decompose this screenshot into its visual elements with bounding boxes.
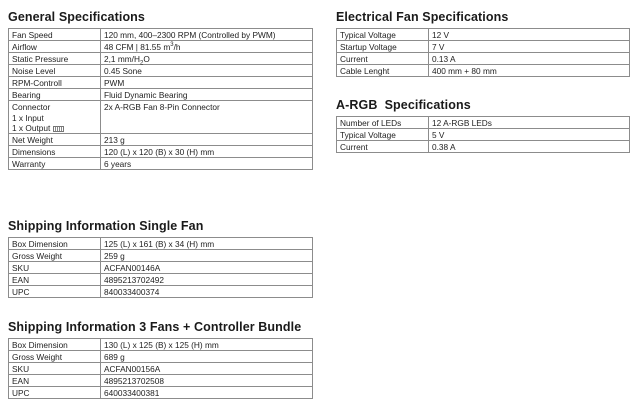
- table-row: [9, 53, 313, 65]
- spec-value: ACFAN00156A: [101, 363, 313, 375]
- spec-label: Box Dimension: [9, 339, 101, 351]
- table-row: [9, 238, 313, 250]
- table-row: [9, 286, 313, 298]
- table-row: [9, 274, 313, 286]
- table-row: [337, 29, 630, 41]
- spec-label: Static Pressure: [9, 53, 101, 65]
- spec-value: 120 mm, 400–2300 RPM (Controlled by PWM): [101, 29, 313, 41]
- table-row: [9, 134, 313, 146]
- argb-specifications-table: [336, 116, 630, 153]
- spec-value: 12 V: [429, 29, 630, 41]
- spec-label: Cable Lenght: [337, 65, 429, 77]
- spec-label: Current: [337, 53, 429, 65]
- table-row: [9, 41, 313, 53]
- spec-value: ACFAN00146A: [101, 262, 313, 274]
- pressure-value: 2,1 mm/H: [104, 54, 140, 64]
- spec-value: 400 mm + 80 mm: [429, 65, 630, 77]
- spec-value: 6 years: [101, 158, 313, 170]
- spec-label: Number of LEDs: [337, 117, 429, 129]
- spec-label: EAN: [9, 274, 101, 286]
- table-row: [9, 351, 313, 363]
- spec-value: 0.45 Sone: [101, 65, 313, 77]
- spec-value: Fluid Dynamic Bearing: [101, 89, 313, 101]
- spec-label: Warranty: [9, 158, 101, 170]
- connector-label: Connector: [12, 102, 51, 112]
- electrical-specifications-title: Electrical Fan Specifications: [336, 10, 509, 24]
- airflow-superscript: 3: [170, 42, 174, 49]
- spec-label: Bearing: [9, 89, 101, 101]
- spec-value: 640033400381: [101, 387, 313, 399]
- table-row: [337, 53, 630, 65]
- spec-label: Fan Speed: [9, 29, 101, 41]
- shipping-single-fan-table: [8, 237, 313, 298]
- spec-value: 12 A-RGB LEDs: [429, 117, 630, 129]
- table-row: [9, 89, 313, 101]
- spec-value: 125 (L) x 161 (B) x 34 (H) mm: [101, 238, 313, 250]
- connector-pin-icon: [53, 126, 64, 132]
- table-row: [337, 65, 630, 77]
- spec-label: Startup Voltage: [337, 41, 429, 53]
- electrical-specifications-section: [336, 9, 630, 77]
- spec-label: EAN: [9, 375, 101, 387]
- table-row: [337, 129, 630, 141]
- airflow-unit: /h: [173, 42, 181, 52]
- table-row: [9, 146, 313, 158]
- connector-output-label: 1 x Output: [12, 123, 98, 133]
- table-row: [9, 158, 313, 170]
- table-row: [9, 101, 313, 134]
- general-specifications-table: [8, 28, 313, 170]
- spec-value: 7 V: [429, 41, 630, 53]
- argb-specifications-title: A-RGB Specifications: [336, 98, 471, 112]
- airflow-value: 48 CFM | 81.55 m: [104, 42, 171, 52]
- spec-value: [101, 53, 313, 65]
- spec-label: UPC: [9, 387, 101, 399]
- spec-value: 2x A-RGB Fan 8-Pin Connector: [101, 101, 313, 134]
- table-row: [9, 339, 313, 351]
- spec-value: 213 g: [101, 134, 313, 146]
- general-specifications-title: General Specifications: [8, 10, 145, 24]
- spec-label: Current: [337, 141, 429, 153]
- spec-value: 840033400374: [101, 286, 313, 298]
- table-row: [9, 29, 313, 41]
- table-row: [337, 41, 630, 53]
- spec-value: 4895213702508: [101, 375, 313, 387]
- spec-value: 259 g: [101, 250, 313, 262]
- connector-input-label: 1 x Input: [12, 113, 44, 123]
- argb-specifications-section: [336, 97, 630, 153]
- spec-label: Dimensions: [9, 146, 101, 158]
- spec-value: 5 V: [429, 129, 630, 141]
- spec-value: 130 (L) x 125 (B) x 125 (H) mm: [101, 339, 313, 351]
- spec-label: Typical Voltage: [337, 129, 429, 141]
- spec-value: 689 g: [101, 351, 313, 363]
- spec-label: Typical Voltage: [337, 29, 429, 41]
- spec-value: 0.13 A: [429, 53, 630, 65]
- shipping-bundle-section: [8, 319, 313, 399]
- spec-label: Net Weight: [9, 134, 101, 146]
- general-specifications-section: [8, 9, 313, 170]
- table-row: [337, 117, 630, 129]
- shipping-single-fan-title: Shipping Information Single Fan: [8, 219, 204, 233]
- table-row: [9, 250, 313, 262]
- table-row: [9, 387, 313, 399]
- electrical-specifications-table: [336, 28, 630, 77]
- spec-label: Gross Weight: [9, 351, 101, 363]
- table-row: [9, 77, 313, 89]
- spec-label: Box Dimension: [9, 238, 101, 250]
- spec-label: Airflow: [9, 41, 101, 53]
- pressure-unit: O: [143, 54, 150, 64]
- shipping-single-fan-section: [8, 218, 313, 298]
- spec-value: PWM: [101, 77, 313, 89]
- spec-label: [9, 101, 101, 134]
- pressure-subscript: 2: [139, 60, 144, 67]
- spec-value: 0.38 A: [429, 141, 630, 153]
- spec-value: 4895213702492: [101, 274, 313, 286]
- spec-label: Gross Weight: [9, 250, 101, 262]
- table-row: [9, 363, 313, 375]
- spec-value: [101, 41, 313, 53]
- spec-label: SKU: [9, 262, 101, 274]
- shipping-bundle-table: [8, 338, 313, 399]
- spec-label: RPM-Controll: [9, 77, 101, 89]
- shipping-bundle-title: Shipping Information 3 Fans + Controller Bundle: [8, 320, 302, 334]
- spec-label: Noise Level: [9, 65, 101, 77]
- table-row: [9, 262, 313, 274]
- table-row: [9, 375, 313, 387]
- table-row: [337, 141, 630, 153]
- spec-value: 120 (L) x 120 (B) x 30 (H) mm: [101, 146, 313, 158]
- table-row: [9, 65, 313, 77]
- spec-label: UPC: [9, 286, 101, 298]
- spec-label: SKU: [9, 363, 101, 375]
